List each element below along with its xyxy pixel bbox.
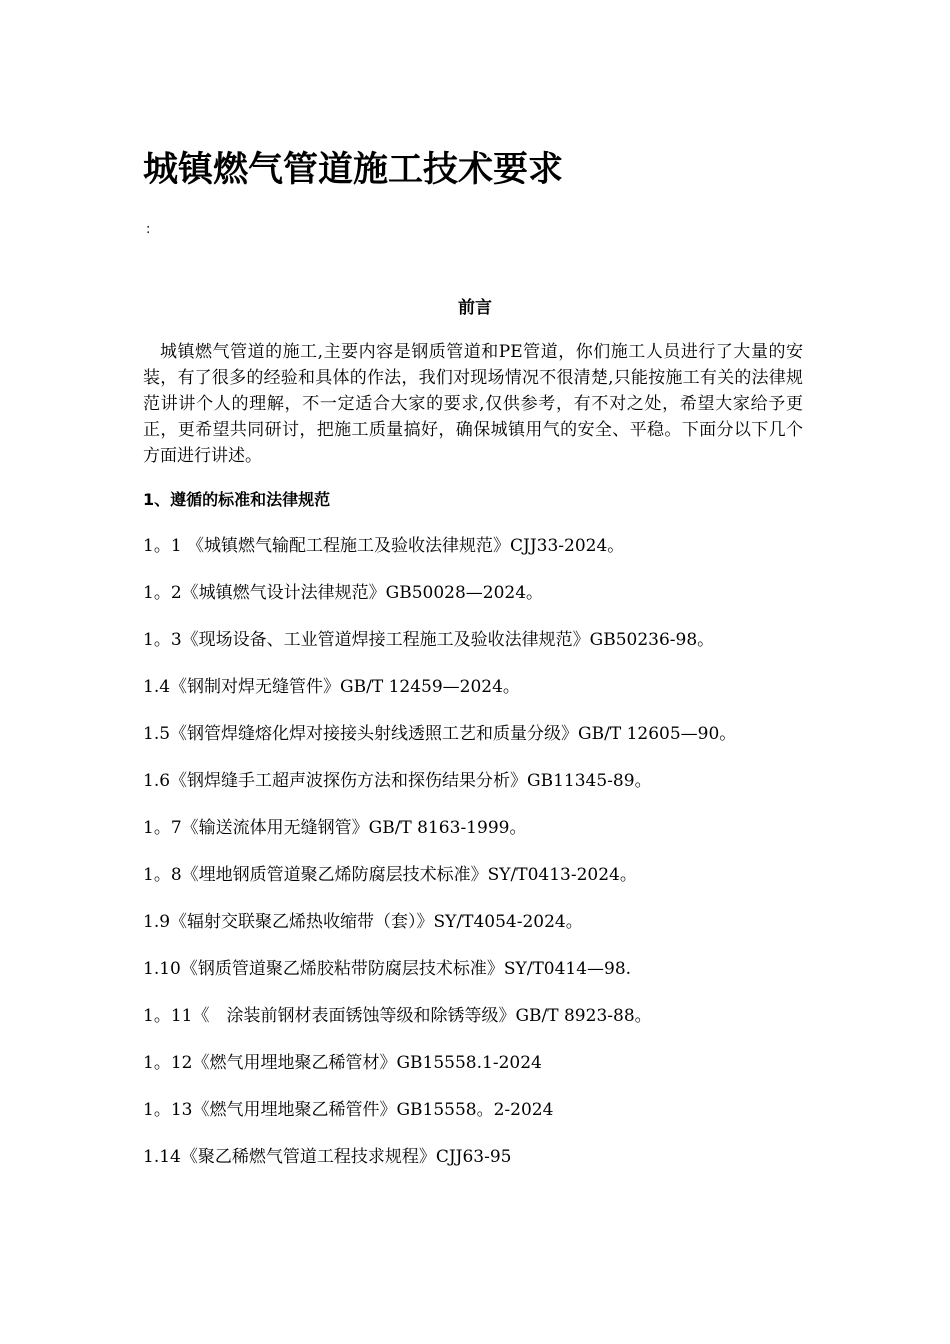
standard-item: 1。11《 涂装前钢材表面锈蚀等级和除锈等级》GB/T 8923-88。 (143, 1006, 652, 1026)
standards-list (143, 535, 736, 1193)
standard-item: 1。3《现场设备、工业管道焊接工程施工及验收法律规范》GB50236-98。 (143, 630, 715, 650)
standard-item: 1。2《城镇燃气设计法律规范》GB50028—2024。 (143, 583, 544, 603)
standard-item: 1.10《钢质管道聚乙烯胶粘带防腐层技术标准》SY/T0414—98. (143, 959, 632, 979)
standard-item: 1。13《燃气用埋地聚乙稀管件》GB15558。2-2024 (143, 1100, 554, 1120)
standard-item: 1。12《燃气用埋地聚乙稀管材》GB15558.1-2024 (143, 1053, 542, 1073)
intro-paragraph: 城镇燃气管道的施工,主要内容是钢质管道和PE管道，你们施工人员进行了大量的安装，有了很多的经验和具体的作法，我们对现场情况不很清楚,只能按施工有关的法律规范讲讲个人的理解，不一定适合大家的要求,仅供参考，有不对之处，希望大家给予更正，更希望共同研讨，把施工质量搞好，确保城镇用气的安全、平稳。下面分以下几个方面进行讲述。 (143, 342, 803, 466)
standard-item: 1。8《埋地钢质管道聚乙烯防腐层技术标准》SY/T0413-2024。 (143, 865, 637, 885)
standard-item: 1。7《输送流体用无缝钢管》GB/T 8163-1999。 (143, 818, 527, 838)
standard-item: 1.5《钢管焊缝熔化焊对接接头射线透照工艺和质量分级》GB/T 12605—90。 (143, 724, 737, 744)
standard-item: 1.9《辐射交联聚乙烯热收缩带（套）》SY/T4054-2024。 (143, 912, 583, 932)
standard-item: 1.4《钢制对焊无缝管件》GB/T 12459—2024。 (143, 677, 520, 697)
section-heading: 1、遵循的标准和法律规范 (143, 490, 331, 509)
document-title: 城镇燃气管道施工技术要求 (143, 150, 564, 190)
standard-item: 1.14《聚乙稀燃气管道工程技求规程》CJJ63-95 (143, 1147, 512, 1167)
preface-heading: 前言 (458, 298, 492, 318)
standard-item: 1.6《钢焊缝手工超声波探伤方法和探伤结果分析》GB11345-89。 (143, 771, 652, 791)
standard-item: 1。1 《城镇燃气输配工程施工及验收法律规范》CJJ33-2024。 (143, 536, 625, 556)
colon-mark: : (146, 222, 151, 237)
